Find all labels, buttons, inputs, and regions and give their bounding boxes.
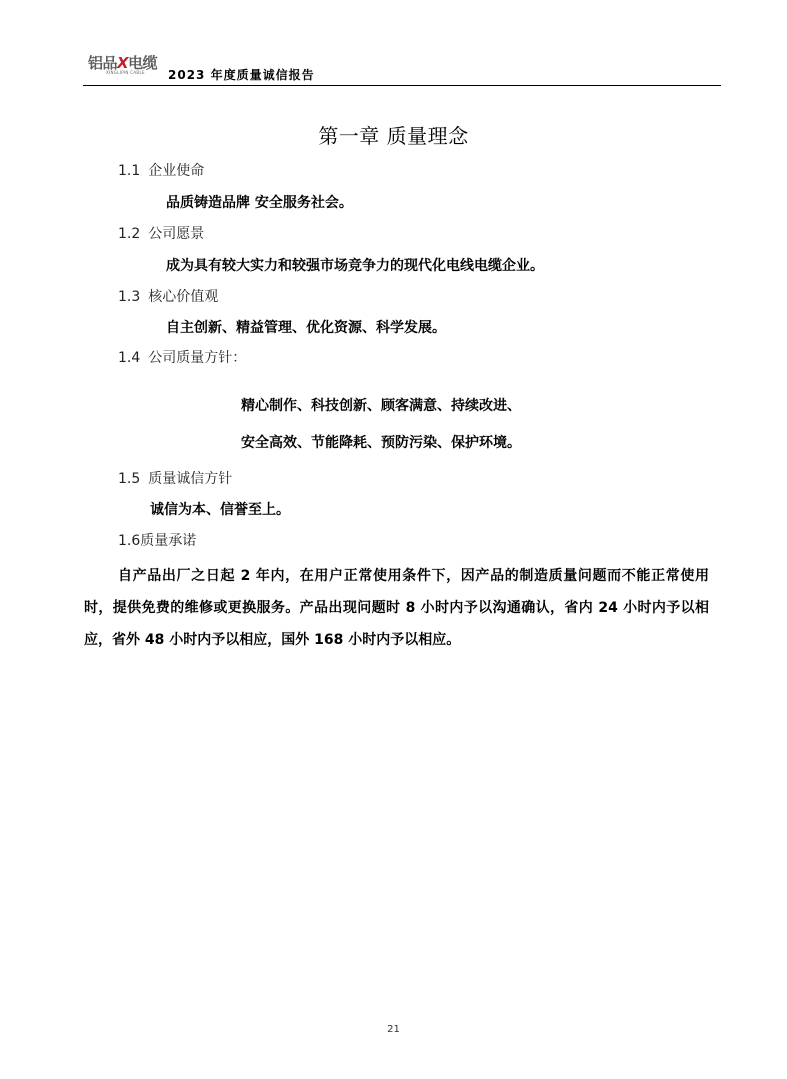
section-title: 企业使命 xyxy=(148,163,205,179)
logo-mark: 铝品X电缆 xyxy=(88,54,158,72)
logo-subtitle: XINGLIPIN CABLE xyxy=(106,70,145,75)
mission-text: 品质铸造品牌 安全服务社会。 xyxy=(166,195,353,211)
section-heading-mission xyxy=(118,160,204,180)
section-title: 质量承诺 xyxy=(140,533,197,549)
values-text: 自主创新、精益管理、优化资源、科学发展。 xyxy=(166,320,446,336)
header-divider xyxy=(83,85,721,86)
section-heading-quality-policy xyxy=(118,347,246,367)
section-number: 1.4 xyxy=(118,350,141,366)
section-heading-commitment xyxy=(118,530,196,550)
section-heading-integrity-policy xyxy=(118,468,232,488)
section-title: 核心价值观 xyxy=(148,289,219,305)
section-number: 1.5 xyxy=(118,471,141,487)
report-header-title: 2023 年度质量诚信报告 xyxy=(168,68,315,82)
vision-text: 成为具有较大实力和较强市场竞争力的现代化电线电缆企业。 xyxy=(166,258,544,274)
section-number: 1.6 xyxy=(118,533,141,549)
section-number: 1.1 xyxy=(118,163,141,179)
section-title: 公司质量方针： xyxy=(148,350,247,366)
quality-policy-line-1: 精心制作、科技创新、顾客满意、持续改进、 xyxy=(241,398,521,414)
chapter-title: 第一章 质量理念 xyxy=(318,124,469,148)
section-title: 公司愿景 xyxy=(148,226,205,242)
page-number: 21 xyxy=(387,1024,400,1035)
quality-policy-line-2: 安全高效、节能降耗、预防污染、保护环境。 xyxy=(241,435,521,451)
section-heading-values xyxy=(118,286,218,306)
section-heading-vision xyxy=(118,223,204,243)
company-logo xyxy=(88,52,160,78)
integrity-policy-text: 诚信为本、信誉至上。 xyxy=(150,502,290,518)
commitment-paragraph: 自产品出厂之日起 2 年内，在用户正常使用条件下，因产品的制造质量问题而不能正常使用时，提供免费的维修或更换服务。产品出现问题时 8 小时内予以沟通确认，省内 24 小时内予以相应，省外 48 小时内予以相应，国外 168 小时内予以相应。 xyxy=(84,568,709,648)
section-number: 1.2 xyxy=(118,226,141,242)
section-number: 1.3 xyxy=(118,289,141,305)
section-title: 质量诚信方针 xyxy=(148,471,233,487)
